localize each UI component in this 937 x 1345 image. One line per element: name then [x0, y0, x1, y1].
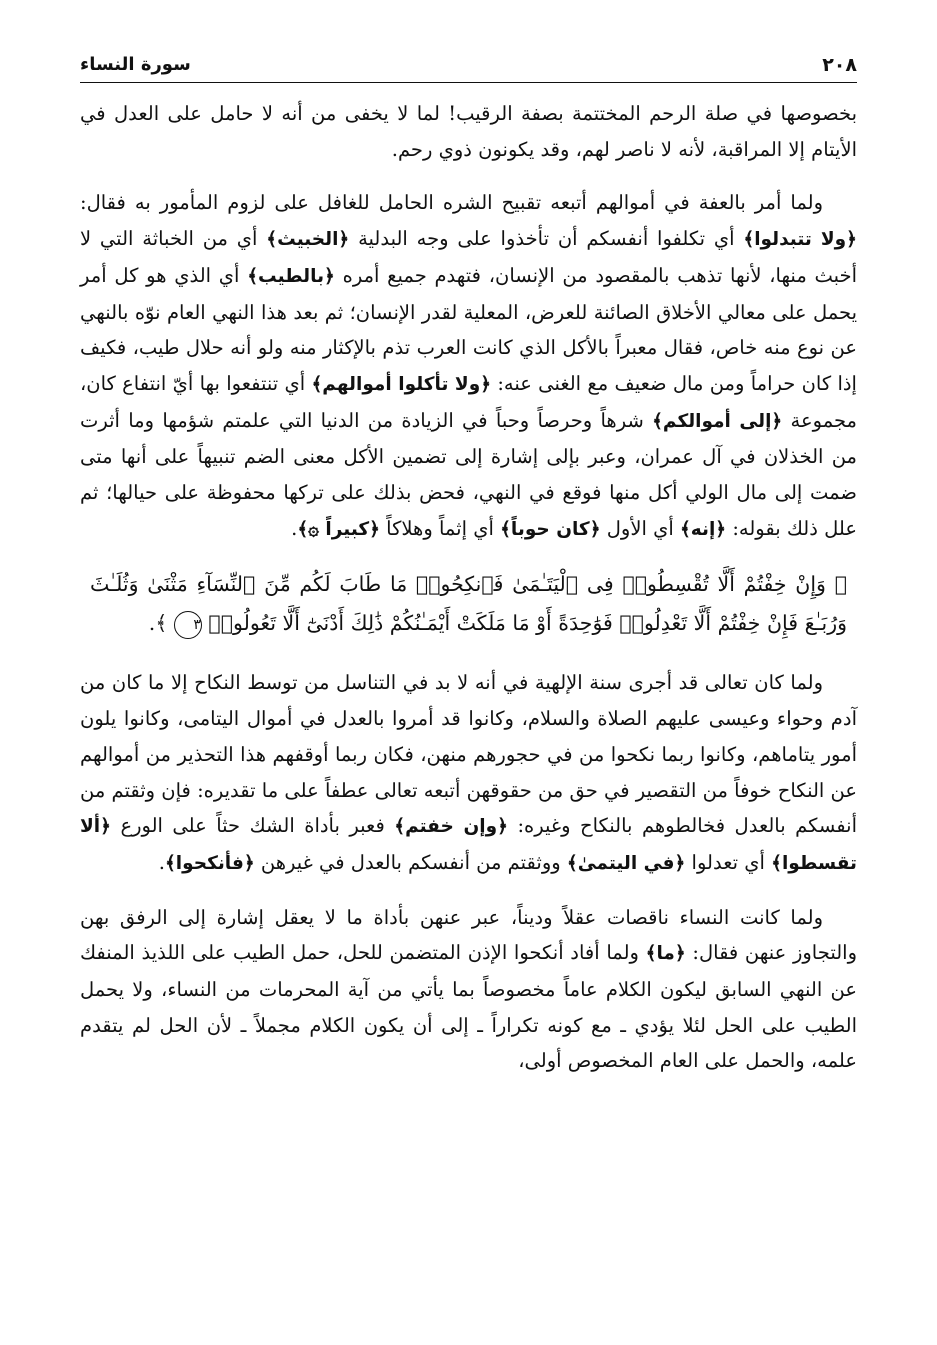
paragraph-3: [80, 665, 857, 881]
page-body: [80, 96, 857, 1097]
paragraph-1: [80, 96, 857, 167]
text-run: ولما كان تعالى قد أجرى سنة الإلهية في أنه لا بد في التناسل من توسط النكاح إلا ما كان من آدم وحواء وعيسى عليهم الصلاة والسلام، وكانوا قد أمروا بالعدل في أموال اليتامى، وكانوا يلون أمور يتاماهم، وكانوا ربما نكحوا من في حجورهم منهن، فكان ربما أوقفهم هذا التحذير من أموالهم عن النكاح خوفاً من التقصير في حق من حقوقهن أتبعه تعالى عطفاً على ما تقديره: فإن وثقتم من أنفسكم بالعدل فخالطوهم بالنكاح وغيره:: [80, 671, 857, 838]
text-run: أي من الخباثة التي لا أخبث منها، لأنها تذهب بالمقصود من الإنسان، فتهدم جميع أمره: [80, 227, 857, 287]
verse-end: .: [148, 611, 156, 636]
quran-verse-block: [90, 565, 847, 643]
text-run: بخصوصها في صلة الرحم المختتمة بصفة الرقيب! لما لا يخفى من أنه لا حامل على العدل في الأيتام إلا المراقبة، لأنه لا ناصر لهم، وقد يكونون ذوي رحم.: [80, 102, 857, 161]
text-run: أي تنتفعوا بها أيّ انتفاع كان، مجموعة: [80, 371, 857, 432]
quran-quote: ﴿كان حوباً﴾: [500, 518, 601, 540]
text-run: أي الأول: [600, 516, 680, 540]
quran-quote: ﴿فأنكحوا﴾: [164, 852, 255, 874]
quran-quote: ﴿ولا تتبدلوا﴾: [743, 229, 857, 251]
paragraph-4: [80, 900, 857, 1080]
quran-quote: ﴿إنه﴾: [679, 518, 727, 540]
ayah-number-marker: ٣: [174, 611, 202, 639]
text-run: .: [158, 850, 165, 874]
text-run: فعبر بأداة الشك حثاً على الورع: [110, 814, 395, 838]
quran-quote: ﴿ما﴾: [645, 943, 686, 965]
quran-quote: ﴿ألا تقسطوا﴾: [80, 816, 857, 874]
page-number: ٢٠٨: [822, 54, 857, 76]
quran-quote: ﴿وإن خفتم﴾: [394, 816, 508, 838]
text-run: ولما كانت النساء ناقصات عقلاً وديناً، عبر عنهن بأداة ما لا يعقل إشارة إلى الرفق بهن والتجاوز عنهن فقال:: [80, 905, 857, 965]
text-run: أي تعدلوا: [685, 850, 772, 874]
text-run: ولما أفاد أنكحوا الإذن المتضمن للحل، حمل الطيب على اللذيذ المنفك عن النهي السابق ليكون الكلام عاماً مخصوصاً بما يأتي من آية المحرمات من النساء، ولا يحمل الطيب على الحل لئلا يؤدي ـ مع كونه تكراراً ـ إلى أن يكون الكلام مجملاً ـ لأن الحل لم يتقدم علمه، والحمل على العام المخصوص أولى،: [80, 941, 857, 1073]
paragraph-2: [80, 185, 857, 547]
text-run: أي تكلفوا أنفسكم أن تأخذوا على وجه البدلية: [349, 227, 744, 251]
text-run: شرهاً وحرصاً وحباً في الزيادة من الدنيا التي علمتم شؤمها وما أثرت من الخذلان في آل عمران، وعبر بإلى إشارة إلى تضمين الأكل معنى الضم تنبيهاً على أنها متى ضمت إلى مال الولي أكل منها فوقع في النهي، فحض بذلك على تركها محفوظة على حيالها؛ ثم علل ذلك بقوله:: [80, 408, 857, 540]
quran-quote: ﴿بالطيب﴾: [247, 265, 335, 287]
verse-open-bracket: ﴿: [834, 572, 847, 597]
verse-text: وَإِنْ خِفْتُمْ أَلَّا تُقْسِطُوا۟ فِى ٱلْيَتَـٰمَىٰ فَٱنكِحُوا۟ مَا طَابَ لَكُم مِّنَ ٱلنِّسَآءِ مَثْنَىٰ وَثُلَـٰثَ وَرُبَـٰعَ فَإِنْ خِفْتُمْ أَلَّا تَعْدِلُوا۟ فَوَٰحِدَةً أَوْ مَا مَلَكَتْ أَيْمَـٰنُكُمْ ذَٰلِكَ أَدْنَىٰٓ أَلَّا تَعُولُوا۟: [90, 572, 847, 636]
surah-title: سورة النساء: [80, 54, 191, 75]
quran-quote: ﴿إلى أموالكم﴾: [652, 410, 783, 432]
text-run: .: [291, 516, 298, 540]
text-run: ولما أمر بالعفة في أموالهم أتبعه تقبيح الشره الحامل للغافل على لزوم المأمور به فقال:: [80, 191, 823, 215]
quran-quote: ﴿ولا تأكلوا أموالهم﴾: [311, 373, 492, 395]
verse-close-bracket: ﴾: [155, 611, 168, 636]
text-run: ووثقتم من أنفسكم بالعدل في غيرهن: [254, 850, 567, 874]
page-header: [80, 52, 857, 83]
quran-quote: ﴿في اليتمىٰ﴾: [566, 852, 686, 874]
quran-quote: ﴿الخبيث﴾: [266, 229, 350, 251]
text-run: أي الذي هو كل أمر يحمل على معالي الأخلاق الصائنة للعرض، المعلية لقدر الإنسان؛ ثم بعد هذا النهي العام نوّه بالنهي عن نوع منه خاص، فقال معبراً بالأكل الذي كانت العرب تذم بالإكثار منه ولو أنه حلال طيب، فكيف إذا كان حراماً ومن مال ضعيف مع الغنى عنه:: [80, 263, 857, 395]
text-run: أي إثماً وهلاكاً: [379, 516, 501, 540]
quran-quote: ﴿كبيراً ۞﴾: [297, 518, 380, 540]
